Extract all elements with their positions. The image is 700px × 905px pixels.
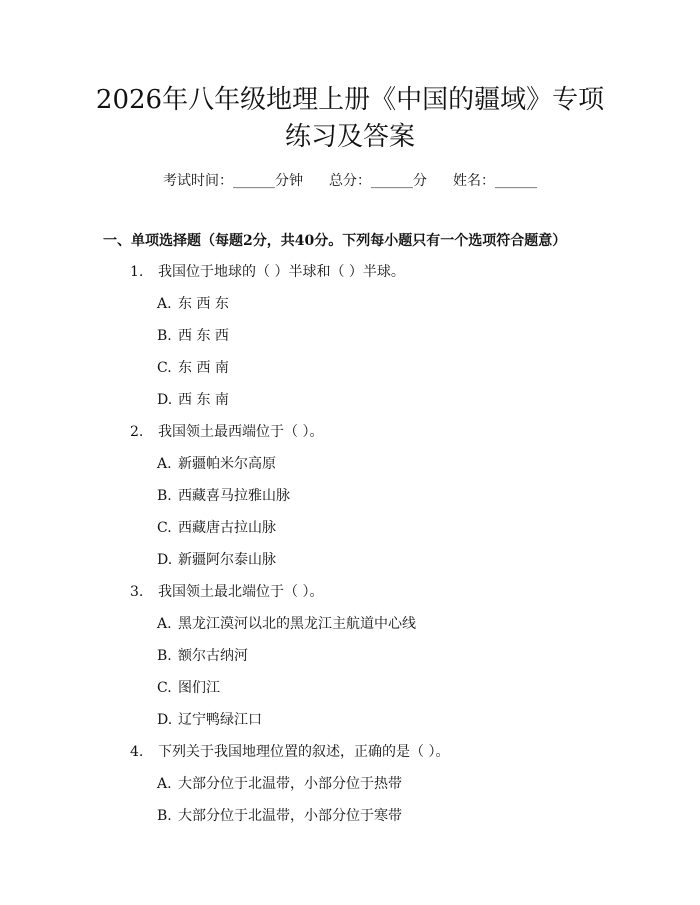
- option-letter: D.: [157, 712, 173, 728]
- option-text: 图们江: [178, 680, 220, 696]
- question-number: 1.: [130, 264, 144, 280]
- option-item: [157, 517, 276, 537]
- option-letter: B.: [157, 488, 172, 504]
- option-text: 额尔古纳河: [178, 648, 248, 664]
- question-4: [130, 741, 449, 761]
- question-3: [130, 581, 323, 601]
- option-item: [157, 389, 229, 409]
- option-item: [157, 293, 229, 313]
- option-item: [157, 325, 229, 345]
- option-item: [157, 677, 220, 697]
- option-text: 黑龙江漠河以北的黑龙江主航道中心线: [178, 616, 416, 632]
- option-letter: C.: [157, 520, 172, 536]
- question-text: 我国领土最西端位于（ ）。: [158, 424, 324, 440]
- option-item: [157, 645, 248, 665]
- question-number: 2.: [130, 424, 144, 440]
- exam-time-field: 考试时间：______分钟: [163, 173, 303, 189]
- option-item: [157, 709, 262, 729]
- option-letter: B.: [157, 648, 172, 664]
- option-letter: B.: [157, 808, 172, 824]
- option-letter: C.: [157, 360, 172, 376]
- option-letter: A.: [157, 776, 172, 792]
- question-2: [130, 421, 323, 441]
- option-text: 东 西 南: [178, 360, 229, 376]
- option-item: [157, 357, 229, 377]
- option-text: 西 东 南: [178, 392, 229, 408]
- option-item: [157, 613, 416, 633]
- question-1: [130, 261, 405, 281]
- question-number: 4.: [130, 744, 144, 760]
- option-text: 东 西 东: [178, 296, 229, 312]
- option-item: [157, 549, 276, 569]
- exam-name-field: 姓名：______: [453, 173, 537, 189]
- option-item: [157, 453, 276, 473]
- exam-meta: [0, 170, 700, 190]
- option-letter: A.: [157, 456, 172, 472]
- option-item: [157, 485, 290, 505]
- option-letter: D.: [157, 392, 173, 408]
- option-text: 西藏唐古拉山脉: [178, 520, 276, 536]
- option-letter: D.: [157, 552, 173, 568]
- option-text: 大部分位于北温带，小部分位于热带: [178, 776, 402, 792]
- option-item: [157, 773, 402, 793]
- option-text: 西藏喜马拉雅山脉: [178, 488, 290, 504]
- option-text: 新疆帕米尔高原: [178, 456, 276, 472]
- section-heading: 一、单项选择题（每题2分，共40分。下列每小题只有一个选项符合题意）: [103, 233, 567, 249]
- document-title-line-2: 练习及答案: [284, 122, 415, 152]
- option-letter: A.: [157, 296, 172, 312]
- option-text: 西 东 西: [178, 328, 229, 344]
- option-text: 新疆阿尔泰山脉: [178, 552, 276, 568]
- option-item: [157, 805, 402, 825]
- option-text: 大部分位于北温带，小部分位于寒带: [178, 808, 402, 824]
- question-text: 我国位于地球的（ ）半球和（ ）半球。: [158, 264, 405, 280]
- option-text: 辽宁鸭绿江口: [178, 712, 262, 728]
- exam-score-field: 总分：______分: [329, 173, 427, 189]
- option-letter: C.: [157, 680, 172, 696]
- question-number: 3.: [130, 584, 144, 600]
- question-text: 下列关于我国地理位置的叙述，正确的是（ ）。: [158, 744, 450, 760]
- option-letter: A.: [157, 616, 172, 632]
- document-title-line-1: 2026年八年级地理上册《中国的疆域》专项: [95, 85, 605, 115]
- option-letter: B.: [157, 328, 172, 344]
- question-text: 我国领土最北端位于（ ）。: [158, 584, 324, 600]
